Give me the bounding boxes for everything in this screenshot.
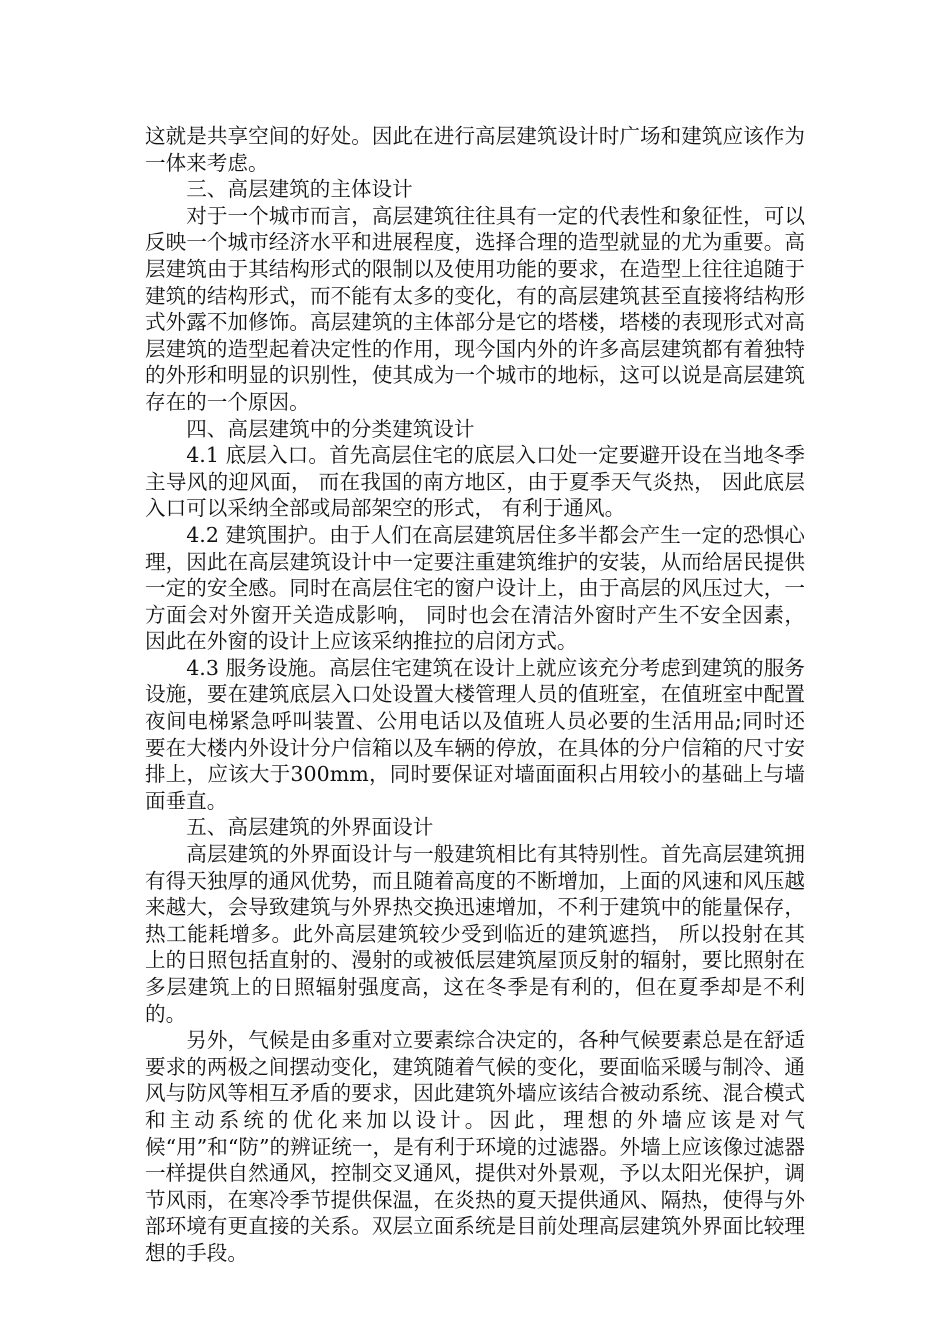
paragraph-facade-design: 高层建筑的外界面设计与一般建筑相比有其特别性。首先高层建筑拥有得天独厚的通风优势，而且随着高度的不断增加，上面的风速和风压越来越大，会导致建筑与外界热交换迅速增加，不利于建筑中的能量保存，热工能耗增多。此外高层建筑较少受到临近的建筑遮挡， 所以投射在其上的日照包括直射的、漫射的或被低层建筑屋顶反射的辐射，要比照射在多层建筑上的日照辐射强度高，这在冬季是有利的，但在夏季却是不利的。 <box>145 842 805 1026</box>
section-heading-5: 五、高层建筑的外界面设计 <box>186 815 434 840</box>
section-heading-4: 四、高层建筑中的分类建筑设计 <box>186 416 475 441</box>
paragraph-4-1-ground-entrance: 4.1 底层入口。首先高层住宅的底层入口处一定要避开设在当地冬季主导风的迎风面， 而在我国的南方地区，由于夏季天气炎热， 因此底层入口可以采纳全部或局部架空的形式， 有利于通风。 <box>145 443 805 521</box>
document-body <box>145 123 805 1267</box>
paragraph-4-2-enclosure: 4.2 建筑围护。由于人们在高层建筑居住多半都会产生一定的恐惧心理，因此在高层建筑设计中一定要注重建筑维护的安装，从而给居民提供一定的安全感。同时在高层住宅的窗户设计上，由于高层的风压过大，一方面会对外窗开关造成影响， 同时也会在清洁外窗时产生不安全因素，因此在外窗的设计上应该采纳推拉的启闭方式。 <box>145 522 805 654</box>
paragraph-shared-space-conclusion: 这就是共享空间的好处。因此在进行高层建筑设计时广场和建筑应该作为一体来考虑。 <box>145 124 805 175</box>
paragraph-climate-filter: 另外，气候是由多重对立要素综合决定的，各种气候要素总是在舒适要求的两极之间摆动变化，建筑随着气候的变化，要面临采暖与制冷、通风与防风等相互矛盾的要求，因此建筑外墙应该结合被动系统、混合模式和主动系统的优化来加以设计。因此，理想的外墙应该是对气候“用”和“防”的辨证统一，是有利于环境的过滤器。外墙上应该像过滤器一样提供自然通风，控制交叉通风，提供对外景观，予以太阳光保护，调节风雨，在寒冷季节提供保温，在炎热的夏天提供通风、隔热，使得与外部环境有更直接的关系。双层立面系统是目前处理高层建筑外界面比较理想的手段。 <box>145 1028 805 1265</box>
paragraph-4-3-service-facilities: 4.3 服务设施。高层住宅建筑在设计上就应该充分考虑到建筑的服务设施，要在建筑底层入口处设置大楼管理人员的值班室，在值班室中配置夜间电梯紧急呼叫装置、公用电话以及值班人员必要的生活用品;同时还要在大楼内外设计分户信箱以及车辆的停放，在具体的分户信箱的尺寸安排上，应该大于300mm，同时要保证对墙面面积占用较小的基础上与墙面垂直。 <box>145 655 805 813</box>
section-heading-3: 三、高层建筑的主体设计 <box>186 177 413 202</box>
paragraph-main-body-design: 对于一个城市而言，高层建筑往往具有一定的代表性和象征性，可以反映一个城市经济水平和进展程度，选择合理的造型就显的尤为重要。高层建筑由于其结构形式的限制以及使用功能的要求，在造型上往往追随于建筑的结构形式，而不能有太多的变化，有的高层建筑甚至直接将结构形式外露不加修饰。高层建筑的主体部分是它的塔楼，塔楼的表现形式对高层建筑的造型起着决定性的作用，现今国内外的许多高层建筑都有着独特的外形和明显的识别性，使其成为一个城市的地标，这可以说是高层建筑存在的一个原因。 <box>145 203 805 414</box>
